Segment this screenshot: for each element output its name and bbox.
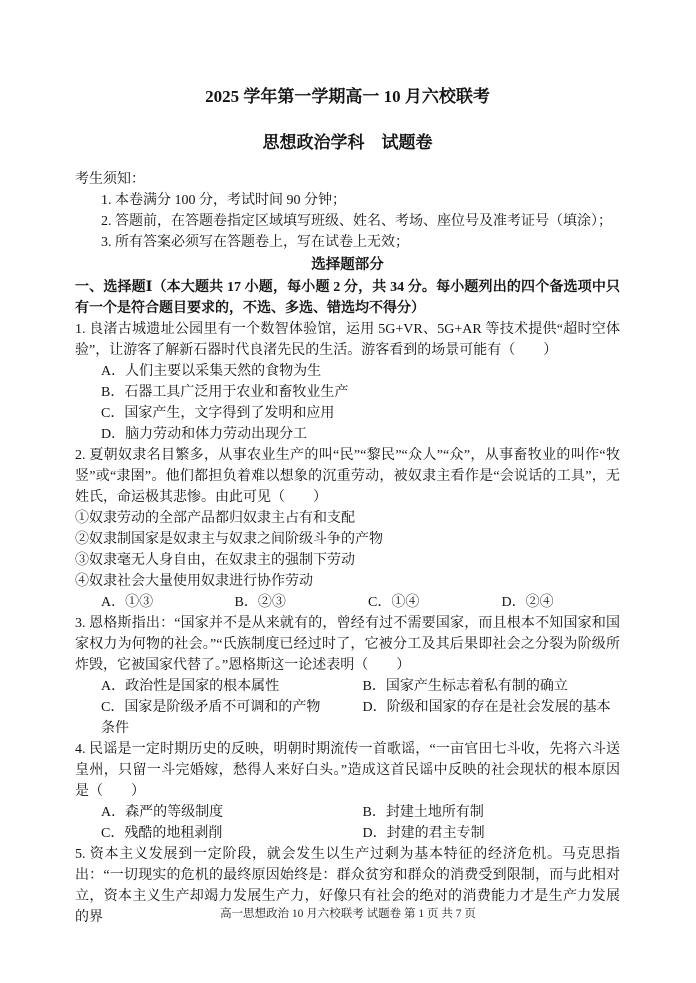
question-2-option-d: D．②④ bbox=[501, 594, 554, 610]
section-heading: 一、选择题Ⅰ（本大题共 17 小题，每小题 2 分，共 34 分。每小题列出的四个备选项中只有一个是符合题目要求的，不选、多选、错选均不得分） bbox=[75, 279, 620, 316]
question-3-options-ab bbox=[75, 676, 620, 697]
exam-title: 2025 学年第一学期高一 10 月六校联考 bbox=[205, 87, 490, 106]
notice-item-2: 2. 答题前，在答题卷指定区域填写班级、姓名、考场、座位号及准考证号（填涂）； bbox=[101, 214, 612, 229]
question-3-option-b: B．国家产生标志着私有制的确立 bbox=[362, 678, 568, 694]
question-2-option-a: A．①③ bbox=[101, 594, 154, 610]
question-1-option-c: C．国家产生，文字得到了发明和应用 bbox=[101, 405, 335, 421]
question-3-stem: 3. 恩格斯指出：“国家并不是从来就有的，曾经有过不需要国家，而且根本不知国家和国家权力为何物的社会。”“氏族制度已经过时了，它被分工及其后果即社会之分裂为阶级所炸毁，它被国家代替了。”恩格斯这一论述表明（ ） bbox=[75, 615, 620, 673]
question-1 bbox=[75, 319, 620, 445]
question-4-option-d: D．封建的君主专制 bbox=[362, 825, 485, 841]
part-heading: 选择题部分 bbox=[311, 257, 384, 273]
candidate-notice bbox=[75, 169, 620, 253]
notice-item-1: 1. 本卷满分 100 分，考试时间 90 分钟； bbox=[101, 193, 346, 208]
question-3 bbox=[75, 613, 620, 739]
question-1-stem: 1. 良渚古城遗址公园里有一个数智体验馆，运用 5G+VR、5G+AR 等技术提供“超时空体验”，让游客了解新石器时代良渚先民的生活。游客看到的场景可能有（ ） bbox=[75, 321, 620, 358]
question-4-option-c: C．残酷的地租剥削 bbox=[101, 825, 223, 841]
question-2-statement-1: ①奴隶劳动的全部产品都归奴隶主占有和支配 bbox=[75, 510, 355, 526]
question-5-stem: 5. 资本主义发展到一定阶段，就会发生以生产过剩为基本特征的经济危机。马克思指出：“一切现实的危机的最终原因始终是：群众贫穷和群众的消费受到限制，而与此相对立，资本主义生产却竭力发展生产力，好像只有社会的绝对的消费能力才是生产力发展的界 bbox=[75, 846, 620, 925]
question-2-statement-4: ④奴隶社会大量使用奴隶进行协作劳动 bbox=[75, 573, 313, 589]
notice-heading: 考生须知： bbox=[75, 172, 145, 187]
question-2-option-c: C．①④ bbox=[368, 594, 420, 610]
exam-subtitle: 思想政治学科 试题卷 bbox=[262, 132, 433, 152]
question-2 bbox=[75, 445, 620, 613]
question-4-options-ab bbox=[75, 802, 620, 823]
question-2-statement-3: ③奴隶毫无人身自由，在奴隶主的强制下劳动 bbox=[75, 552, 355, 568]
question-1-option-d: D．脑力劳动和体力劳动出现分工 bbox=[101, 426, 308, 442]
question-3-option-c: C．国家是阶级矛盾不可调和的产物 bbox=[101, 699, 321, 715]
question-4-option-a: A．森严的等级制度 bbox=[101, 804, 224, 820]
page-footer: 高一思想政治 10 月六校联考 试题卷 第 1 页 共 7 页 bbox=[220, 907, 476, 920]
question-2-stem: 2. 夏朝奴隶名目繁多，从事农业生产的叫“民”“黎民”“众人”“众”，从事畜牧业的叫作“牧竖”或“隶圉”。他们都担负着难以想象的沉重劳动，被奴隶主看作是“会说话的工具”，无姓氏，命运极其悲惨。由此可见（ ） bbox=[75, 447, 620, 505]
question-3-option-d: D．阶级和国家的存在是社会发展的基本条件 bbox=[101, 699, 611, 736]
question-4-stem: 4. 民谣是一定时期历史的反映，明朝时期流传一首歌谣，“一亩官田七斗收，先将六斗送皇州，只留一斗完婚嫁，愁得人来好白头。”造成这首民谣中反映的社会现状的根本原因是（ ） bbox=[75, 741, 620, 799]
question-2-answer-row bbox=[75, 592, 620, 613]
question-1-option-a: A．人们主要以采集天然的食物为生 bbox=[101, 363, 322, 379]
question-4 bbox=[75, 739, 620, 844]
question-3-option-a: A．政治性是国家的根本属性 bbox=[101, 678, 280, 694]
question-4-option-b: B．封建土地所有制 bbox=[362, 804, 484, 820]
question-4-options-cd bbox=[75, 823, 620, 844]
question-1-option-b: B．石器工具广泛用于农业和畜牧业生产 bbox=[101, 384, 349, 400]
question-2-option-b: B．②③ bbox=[234, 594, 286, 610]
notice-item-3: 3. 所有答案必须写在答题卷上，写在试卷上无效； bbox=[101, 235, 409, 250]
question-3-options-cd bbox=[75, 697, 620, 739]
question-2-statement-2: ②奴隶制国家是奴隶主与奴隶之间阶级斗争的产物 bbox=[75, 531, 383, 547]
